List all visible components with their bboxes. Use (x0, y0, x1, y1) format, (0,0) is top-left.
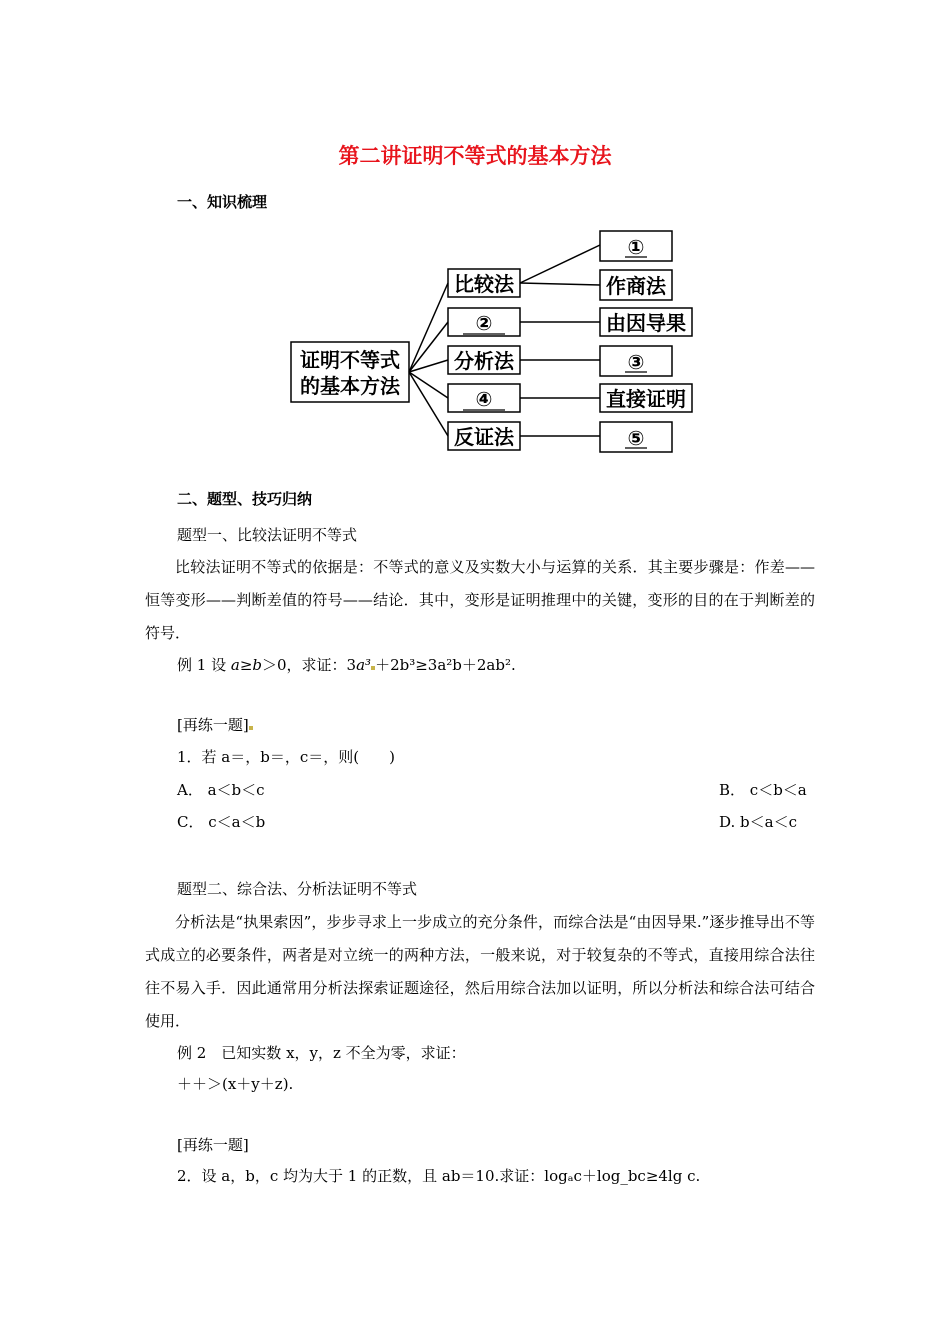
mid-label-1: 比较法 (454, 272, 514, 296)
root-label-line1: 证明不等式 (300, 348, 400, 372)
root-label-line2: 的基本方法 (300, 374, 400, 398)
option-b: B． c＜b＜a (719, 781, 807, 799)
example2-line1: 例 2 已知实数 x，y，z 不全为零，求证： (177, 1044, 466, 1062)
mid-label-2: ② (475, 311, 493, 335)
example1-var-a: a (230, 656, 240, 674)
option-c: C． c＜a＜b (177, 813, 266, 831)
page-title: 第二讲证明不等式的基本方法 (338, 144, 612, 168)
example1-expr: a³ (356, 656, 372, 674)
example1-rest: ＋2b³≥3a²b＋2ab². (375, 656, 516, 674)
right-label-3: 由因导果 (606, 311, 686, 335)
practice2-label: [再练一题] (177, 1136, 249, 1154)
section-heading-types: 二、题型、技巧归纳 (177, 490, 313, 508)
practice1-label-text: [再练一题] (177, 716, 249, 734)
practice2-question: 2．设 a，b，c 均为大于 1 的正数，且 ab＝10.求证：logₐc＋log_bc≥4lg c. (177, 1167, 701, 1185)
example1 (177, 654, 516, 675)
example2-line2: ＋＋＞(x＋y＋z). (177, 1075, 294, 1093)
type2-paragraph: 分析法是“执果索因”，步步寻求上一步成立的充分条件，而综合法是“由因导果.”逐步推导出不等式成立的必要条件，两者是对立统一的两种方法，一般来说，对于较复杂的不等式，直接用综合法往往不易入手．因此通常用分析法探索证题途径，然后用综合法加以证明，所以分析法和综合法可结合使用． (145, 913, 815, 1030)
practice1-label (177, 714, 253, 735)
mid-label-4: ④ (475, 387, 493, 411)
highlight-mark (249, 726, 253, 730)
right-label-4: ③ (627, 350, 645, 374)
right-label-6: ⑤ (627, 426, 645, 450)
type1-paragraph: 比较法证明不等式的依据是：不等式的意义及实数大小与运算的关系．其主要步骤是：作差——恒等变形——判断差值的符号——结论．其中，变形是证明推理中的关键，变形的目的在于判断差的符号． (145, 558, 815, 642)
right-label-2: 作商法 (606, 274, 666, 298)
right-label-5: 直接证明 (606, 387, 686, 411)
example1-ge: ≥ (239, 656, 253, 674)
option-d: D. b＜a＜c (719, 813, 797, 831)
mid-label-5: 反证法 (454, 425, 514, 449)
option-a: A． a＜b＜c (177, 781, 265, 799)
right-label-1: ① (627, 235, 645, 259)
mid-label-3: 分析法 (454, 349, 514, 373)
example1-prefix: 例 1 设 (177, 656, 231, 674)
practice1-question: 1．若 a＝，b＝，c＝，则( ) (177, 748, 395, 766)
type1-heading: 题型一、比较法证明不等式 (177, 526, 358, 544)
knowledge-tree-diagram (285, 225, 705, 460)
example1-mid: ＞0，求证：3 (262, 656, 357, 674)
type2-heading: 题型二、综合法、分析法证明不等式 (177, 880, 418, 898)
example1-var-b: b (252, 656, 262, 674)
section-heading-knowledge: 一、知识梳理 (177, 193, 268, 211)
